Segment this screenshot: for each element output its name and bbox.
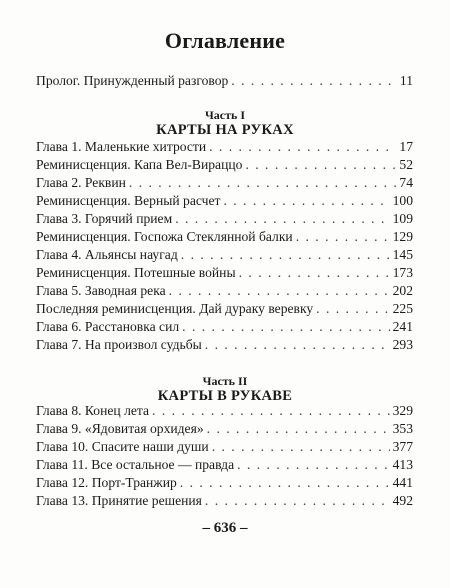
toc-entry-label: Глава 2. Реквин bbox=[36, 175, 126, 190]
toc-entry-page: 100 bbox=[392, 193, 413, 208]
leader-dots bbox=[296, 228, 390, 246]
toc-entry-label: Реминисценция. Госпожа Стеклянной балки bbox=[36, 229, 293, 244]
toc-entry-label: Глава 6. Расстановка сил bbox=[36, 319, 180, 334]
leader-dots bbox=[152, 402, 390, 420]
toc-entry bbox=[36, 300, 413, 318]
toc-entry-page: 11 bbox=[399, 73, 413, 88]
toc-entry bbox=[36, 246, 413, 264]
toc-entry bbox=[36, 456, 413, 474]
toc-entry-label: Пролог. Принужденный разговор bbox=[36, 73, 229, 88]
toc-entry bbox=[36, 174, 413, 192]
toc-entry-prologue bbox=[36, 72, 413, 90]
toc-entry-label: Глава 7. На произвол судьбы bbox=[36, 337, 202, 352]
toc-entry-label: Глава 4. Альянсы наугад bbox=[36, 247, 178, 262]
toc-entry-page: 241 bbox=[392, 319, 413, 334]
toc-entry-label: Последняя реминисценция. Дай дураку веревку bbox=[36, 301, 314, 316]
toc-entry bbox=[36, 318, 413, 336]
leader-dots bbox=[209, 138, 396, 156]
leader-dots bbox=[205, 336, 390, 354]
leader-dots bbox=[207, 420, 390, 438]
toc-entry-page: 441 bbox=[392, 475, 413, 490]
leader-dots bbox=[212, 438, 390, 456]
leader-dots bbox=[245, 156, 396, 174]
leader-dots bbox=[205, 492, 390, 510]
toc-entry-label: Глава 10. Спасите наши души bbox=[36, 439, 209, 454]
toc-entry bbox=[36, 402, 413, 420]
part-1-label: Часть I bbox=[204, 108, 246, 122]
leader-dots bbox=[231, 72, 397, 90]
leader-dots bbox=[175, 210, 389, 228]
leader-dots bbox=[129, 174, 397, 192]
page-title: Оглавление bbox=[164, 28, 286, 53]
leader-dots bbox=[181, 246, 390, 264]
toc-entry bbox=[36, 420, 413, 438]
toc-entry-page: 492 bbox=[392, 493, 413, 508]
toc-entry-label: Глава 1. Маленькие хитрости bbox=[36, 139, 207, 154]
toc-entry-label: Реминисценция. Верный расчет bbox=[36, 193, 221, 208]
toc-entry-page: 293 bbox=[392, 337, 413, 352]
toc-entry-page: 52 bbox=[399, 157, 413, 172]
leader-dots bbox=[237, 456, 389, 474]
toc-entry-label: Глава 12. Порт-Транжир bbox=[36, 475, 177, 490]
toc-entry bbox=[36, 282, 413, 300]
toc-entry-page: 173 bbox=[392, 265, 413, 280]
leader-dots bbox=[180, 474, 390, 492]
toc-entry bbox=[36, 192, 413, 210]
toc-entry-page: 329 bbox=[392, 403, 413, 418]
part-2-title: КАРТЫ В РУКАВЕ bbox=[157, 388, 293, 404]
toc-entry bbox=[36, 228, 413, 246]
toc-entry-page: 377 bbox=[392, 439, 413, 454]
toc-entry-page: 413 bbox=[392, 457, 413, 472]
toc-entry bbox=[36, 438, 413, 456]
toc-entry-label: Глава 13. Принятие решения bbox=[36, 493, 202, 508]
leader-dots bbox=[169, 282, 390, 300]
toc-entry bbox=[36, 156, 413, 174]
toc-entry-label: Глава 9. «Ядовитая орхидея» bbox=[36, 421, 204, 436]
toc-entry-page: 17 bbox=[399, 139, 413, 154]
toc-entry-page: 109 bbox=[392, 211, 413, 226]
toc-entry-label: Глава 3. Горячий прием bbox=[36, 211, 173, 226]
leader-dots bbox=[182, 318, 389, 336]
toc-entry bbox=[36, 138, 413, 156]
page-number: – 636 – bbox=[202, 520, 248, 536]
part-1-title: КАРТЫ НА РУКАХ bbox=[156, 122, 294, 138]
toc-entry-page: 129 bbox=[392, 229, 413, 244]
toc-entry-page: 353 bbox=[392, 421, 413, 436]
toc-entry-page: 202 bbox=[392, 283, 413, 298]
part-2-label: Часть II bbox=[202, 374, 248, 388]
toc-entry bbox=[36, 492, 413, 510]
toc-entry bbox=[36, 474, 413, 492]
toc-entry-label: Глава 11. Все остальное — правда bbox=[36, 457, 235, 472]
toc-entry bbox=[36, 264, 413, 282]
toc-entry-label: Глава 8. Конец лета bbox=[36, 403, 150, 418]
leader-dots bbox=[316, 300, 389, 318]
toc-entry-label: Реминисценция. Капа Вел-Вираццо bbox=[36, 157, 243, 172]
leader-dots bbox=[223, 192, 389, 210]
toc-entry-label: Реминисценция. Потешные войны bbox=[36, 265, 236, 280]
toc-entry-label: Глава 5. Заводная река bbox=[36, 283, 166, 298]
toc-entry bbox=[36, 210, 413, 228]
leader-dots bbox=[239, 264, 390, 282]
toc-entry-page: 225 bbox=[392, 301, 413, 316]
toc-entry-page: 74 bbox=[399, 175, 413, 190]
toc-entry bbox=[36, 336, 413, 354]
toc-entry-page: 145 bbox=[392, 247, 413, 262]
